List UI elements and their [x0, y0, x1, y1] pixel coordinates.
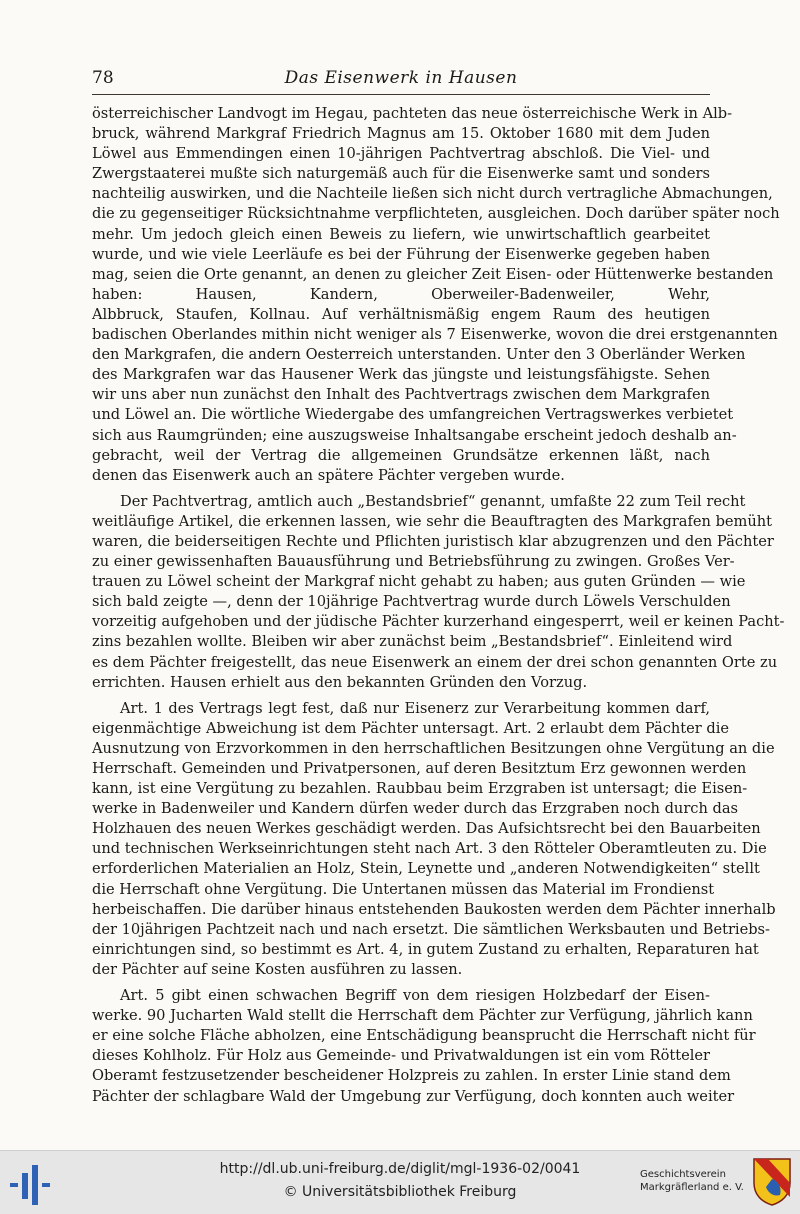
text-line: nachteilig auswirken, und die Nachteile ließen sich nicht durch vertragliche Abmachungen, — [92, 185, 773, 203]
text-line: erforderlichen Materialien an Holz, Stein, Leynette und „anderen Notwendigkeiten“ stellt — [92, 860, 760, 878]
paragraph — [92, 986, 756, 1107]
text-line: denen das Eisenwerk auch an spätere Pächter vergeben wurde. — [92, 466, 565, 484]
text-line: des Markgrafen war das Hausener Werk das jüngste und leistungsfähigste. Sehen — [92, 366, 710, 384]
copyright-text: © Universitätsbibliothek Freiburg — [283, 1184, 517, 1200]
text-line: Zwergstaaterei mußte sich naturgemäß auch für die Eisenwerke samt und sonders — [92, 165, 710, 183]
text-line: die zu gegenseitiger Rücksichtnahme verpflichteten, ausgleichen. Doch darüber später noch — [92, 205, 780, 223]
text-line: Der Pachtvertrag, amtlich auch „Bestandsbrief“ genannt, umfaßte 22 zum Teil recht — [120, 492, 746, 510]
text-line: Herrschaft. Gemeinden und Privatpersonen, auf deren Besitztum Erz gewonnen werden — [92, 760, 747, 777]
viewer-footer — [0, 1150, 800, 1214]
text-line: zu einer gewissenhaften Bauausführung und Betriebsführung zu zwingen. Großes Ver- — [92, 553, 735, 571]
text-line: und Löwel an. Die wörtliche Wiedergabe des umfangreichen Vertragswerkes verbietet — [92, 406, 734, 424]
text-line: zins bezahlen wollte. Bleiben wir aber zunächst beim „Bestandsbrief“. Einleitend wird — [92, 633, 733, 651]
text-line: bruck, während Markgraf Friedrich Magnus am 15. Oktober 1680 mit dem Juden — [92, 125, 710, 143]
running-title: Das Eisenwerk in Hausen — [284, 68, 518, 88]
text-line: sich aus Raumgründen; eine auszugsweise Inhaltsangabe erscheint jedoch deshalb an- — [92, 426, 737, 444]
text-line: österreichischer Landvogt im Hegau, pachteten das neue österreichische Werk in Alb- — [92, 105, 733, 122]
text-line: die Herrschaft ohne Vergütung. Die Untertanen müssen das Material im Frondienst — [92, 880, 715, 898]
header-rule — [92, 94, 710, 95]
page-body-text — [92, 104, 785, 1113]
text-line: mehr. Um jedoch gleich einen Beweis zu liefern, wie unwirtschaftlich gearbeitet — [92, 225, 710, 243]
text-line: Pächter der schlagbare Wald der Umgebung zur Verfügung, doch konnten auch weiter — [92, 1087, 735, 1105]
source-url-link[interactable]: http://dl.ub.uni-freiburg.de/diglit/mgl-1936-02/0041 — [219, 1161, 581, 1177]
text-line: trauen zu Löwel scheint der Markgraf nicht gehabt zu haben; aus guten Gründen — wie — [92, 573, 746, 591]
text-line: werke in Badenweiler und Kandern dürfen weder durch das Erzgraben noch durch das — [92, 800, 739, 818]
paragraph — [92, 492, 785, 693]
text-line: der Pächter auf seine Kosten ausführen zu lassen. — [92, 960, 463, 978]
text-line: sich bald zeigte —, denn der 10jährige Pachtvertrag wurde durch Löwels Verschulden — [92, 593, 731, 611]
text-line: Art. 1 des Vertrags legt fest, daß nur Eisenerz zur Verarbeitung kommen darf, — [120, 699, 710, 717]
text-line: dieses Kohlholz. Für Holz aus Gemeinde- und Privatwaldungen ist ein vom Rötteler — [92, 1047, 710, 1065]
text-line: den Markgrafen, die andern Oesterreich unterstanden. Unter den 3 Oberländer Werken — [92, 346, 746, 364]
text-line: wir uns aber nun zunächst den Inhalt des Pachtvertrags zwischen dem Markgrafen — [92, 386, 710, 404]
society-name-line-2: Markgräflerland e. V. — [640, 1182, 744, 1193]
text-line: er eine solche Fläche abholzen, eine Entschädigung beansprucht die Herrschaft nicht für — [92, 1027, 756, 1045]
text-line: werke. 90 Jucharten Wald stellt die Herrschaft dem Pächter zur Verfügung, jährlich kann — [92, 1007, 753, 1025]
society-name-line-1: Geschichtsverein — [640, 1169, 726, 1180]
page-number: 78 — [92, 68, 114, 88]
text-line: der 10jährigen Pachtzeit nach und nach ersetzt. Die sämtlichen Werksbauten und Betriebs- — [92, 920, 770, 938]
text-line: Löwel aus Emmendingen einen 10-jährigen Pachtvertrag abschloß. Die Viel- und — [92, 145, 710, 163]
text-line: herbeischaffen. Die darüber hinaus entstehenden Baukosten werden dem Pächter innerhalb — [92, 900, 776, 918]
text-line: Holzhauen des neuen Werkes geschädigt werden. Das Aufsichtsrecht bei den Bauarbeiten — [92, 820, 761, 838]
text-line: und technischen Werkseinrichtungen steht nach Art. 3 den Rötteler Oberamtleuten zu. Die — [92, 840, 767, 858]
paragraph — [92, 699, 776, 980]
text-line: errichten. Hausen erhielt aus den bekannten Gründen den Vorzug. — [92, 673, 588, 691]
text-line: mag, seien die Orte genannt, an denen zu gleicher Zeit Eisen- oder Hüttenwerke bestanden — [92, 265, 774, 283]
text-line: badischen Oberlandes mithin nicht weniger als 7 Eisenwerke, wovon die drei erstgenannten — [92, 326, 778, 344]
text-line: Ausnutzung von Erzvorkommen in den herrschaftlichen Besitzungen ohne Vergütung an die — [92, 739, 775, 757]
society-crest-icon[interactable] — [752, 1157, 792, 1207]
text-line: waren, die beiderseitigen Rechte und Pflichten juristisch klar abzugrenzen und den Pächter — [92, 532, 774, 550]
society-name — [640, 1168, 744, 1194]
paragraph — [92, 104, 780, 486]
text-line: einrichtungen sind, so bestimmt es Art. 4, in gutem Zustand zu erhalten, Reparaturen hat — [92, 940, 759, 958]
text-line: eigenmächtige Abweichung ist dem Pächter untersagt. Art. 2 erlaubt dem Pächter die — [92, 719, 730, 737]
text-line: Albbruck, Staufen, Kollnau. Auf verhältnismäßig engem Raum des heutigen — [92, 305, 710, 323]
text-line: es dem Pächter freigestellt, das neue Eisenwerk an einem der drei schon genannten Orte zu — [92, 653, 778, 671]
text-line: vorzeitig aufgehoben und der jüdische Pächter kurzerhand eingesperrt, weil er keinen Pacht- — [92, 613, 785, 631]
text-line: Art. 5 gibt einen schwachen Begriff von dem riesigen Holzbedarf der Eisen- — [120, 987, 710, 1005]
text-line: kann, ist eine Vergütung zu bezahlen. Raubbau beim Erzgraben ist untersagt; die Eisen- — [92, 780, 748, 798]
running-head — [92, 68, 710, 92]
text-line: wurde, und wie viele Leerläufe es bei der Führung der Eisenwerke gegeben haben — [92, 245, 710, 263]
text-line: weitläufige Artikel, die erkennen lassen, wie sehr die Beauftragten des Markgrafen bemüht — [92, 512, 773, 530]
text-line: haben: Hausen, Kandern, Oberweiler-Badenweiler, Wehr, — [92, 285, 710, 303]
text-line: gebracht, weil der Vertrag die allgemeinen Grundsätze erkennen läßt, nach — [92, 446, 710, 464]
text-line: Oberamt festzusetzender bescheidener Holzpreis zu zahlen. In erster Linie stand dem — [92, 1067, 731, 1085]
